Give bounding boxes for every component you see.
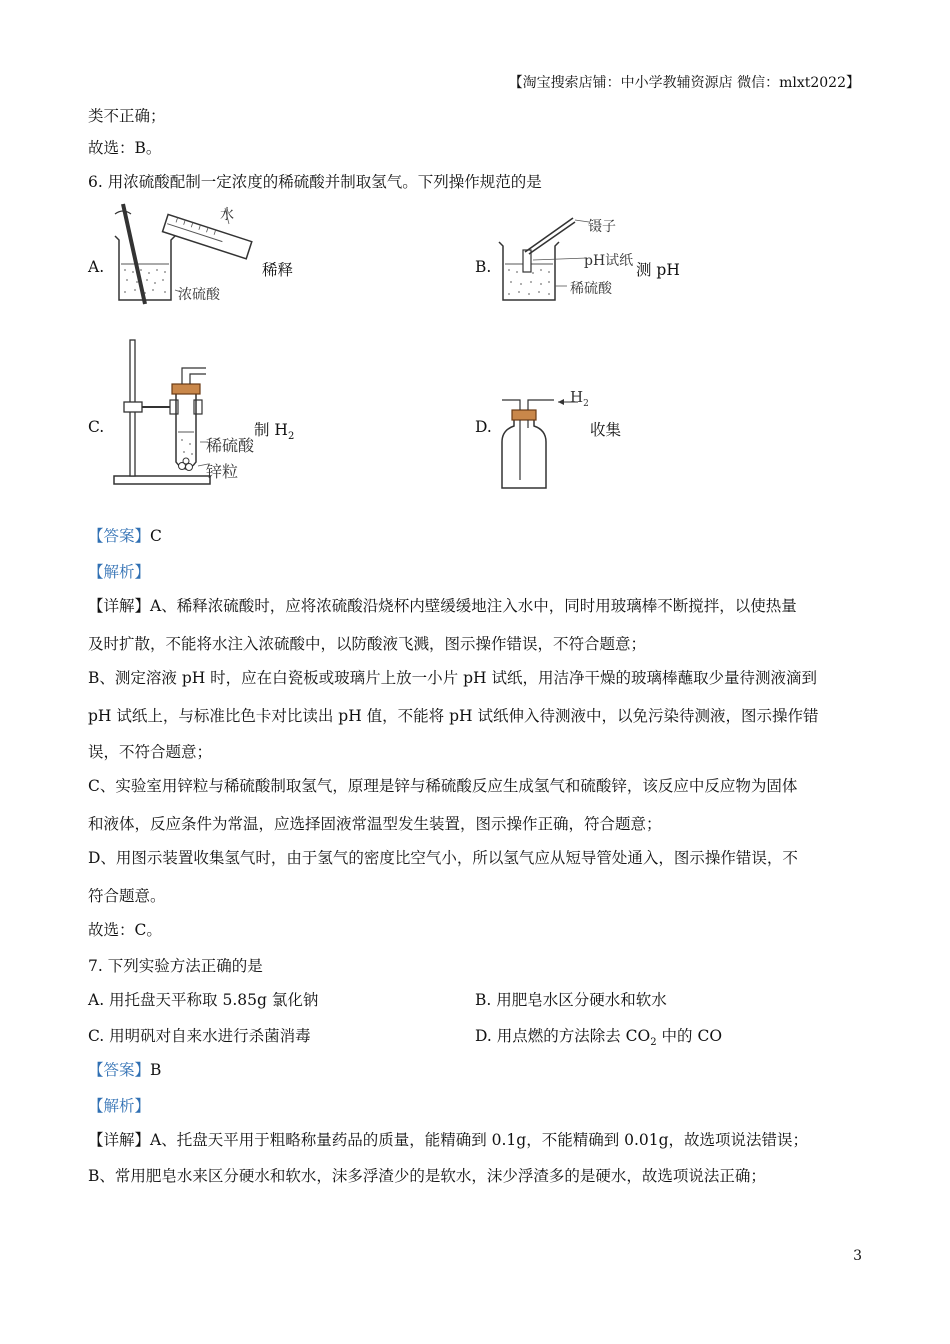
prev-explanation-tail: 类不正确；: [88, 107, 166, 125]
q7-answer-value: B: [150, 1061, 162, 1079]
q6-detail-line: pH 试纸上，与标准比色卡对比读出 pH 值，不能将 pH 试纸伸入待测液中，以免污染待测液，图示操作错: [88, 707, 819, 725]
q6-d-caption: 收集: [590, 421, 622, 439]
q6-d-label-h2-main: H: [570, 388, 584, 406]
q6-b-label-ph-paper: pH试纸: [584, 253, 634, 269]
q6-option-c-letter: C.: [88, 418, 105, 436]
q7-option-c: C. 用明矾对自来水进行杀菌消毒: [88, 1027, 311, 1045]
q6-option-d-letter: D.: [475, 418, 492, 436]
q6-c-label-zinc: 锌粒: [206, 462, 239, 481]
q6-c-caption-sub: 2: [287, 431, 295, 443]
q7-detail-line: 【详解】A、托盘天平用于粗略称量药品的质量，能精确到 0.1g，不能精确到 0.01g，故选项说法错误；: [88, 1131, 809, 1149]
q6-a-caption: 稀释: [262, 261, 294, 279]
q6-analysis-tag: 【解析】: [88, 563, 151, 581]
q7-option-b: B. 用肥皂水区分硬水和软水: [475, 991, 667, 1009]
q6-a-label-conc-acid: 浓硫酸: [178, 287, 220, 303]
q7-stem: 7. 下列实验方法正确的是: [88, 957, 263, 975]
q6-detail-line: D、用图示装置收集氢气时，由于氢气的密度比空气小，所以氢气应从短导管处通入，图示操作错误，不: [88, 849, 798, 867]
page-header: 【淘宝搜索店铺：中小学教辅资源店 微信：mlxt2022】: [508, 75, 860, 91]
page-number: 3: [853, 1248, 862, 1264]
q6-stem: 6. 用浓硫酸配制一定浓度的稀硫酸并制取氢气。下列操作规范的是: [88, 173, 542, 191]
q6-final-answer: 故选：C。: [88, 921, 162, 939]
q7-option-d-post: 中的 CO: [656, 1027, 723, 1045]
q6-option-b-letter: B.: [475, 258, 492, 276]
q6-b-label-tweezers: 镊子: [588, 219, 616, 235]
q6-b-caption: 测 pH: [636, 261, 680, 279]
q6-answer-tag: 【答案】: [88, 527, 151, 545]
q6-detail-line: 和液体，反应条件为常温，应选择固液常温型发生装置，图示操作正确，符合题意；: [88, 815, 662, 833]
q6-a-label-water: 水: [220, 207, 234, 223]
q6-detail-line: 及时扩散，不能将水注入浓硫酸中，以防酸液飞溅，图示操作错误，不符合题意；: [88, 635, 647, 653]
q7-option-d: [475, 1026, 722, 1053]
q6-answer-value: C: [150, 527, 162, 545]
q6-detail-line: B、测定溶液 pH 时，应在白瓷板或玻璃片上放一小片 pH 试纸，用洁净干燥的玻璃棒蘸取少量待测液滴到: [88, 669, 817, 687]
q6-detail-line: 误，不符合题意；: [88, 743, 213, 761]
q6-b-label-dilute-acid: 稀硫酸: [570, 281, 612, 297]
q6-option-a-letter: A.: [88, 258, 105, 276]
q6-detail-line: C、实验室用锌粒与稀硫酸制取氢气，原理是锌与稀硫酸反应生成氢气和硫酸锌，该反应中反应物为固体: [88, 777, 798, 795]
q7-analysis-tag: 【解析】: [88, 1097, 151, 1115]
q7-answer: [88, 1060, 161, 1080]
q6-c-caption-main: 制 H: [254, 421, 288, 439]
q7-option-d-pre: D. 用点燃的方法除去 CO: [475, 1027, 651, 1045]
q6-c-caption: [254, 418, 294, 442]
q7-answer-tag: 【答案】: [88, 1061, 151, 1079]
q7-option-a: A. 用托盘天平称取 5.85g 氯化钠: [88, 991, 319, 1009]
q7-detail-line: B、常用肥皂水来区分硬水和软水，沫多浮渣少的是软水，沫少浮渣多的是硬水，故选项说法正确；: [88, 1167, 766, 1185]
q6-answer: [88, 526, 162, 546]
q6-detail-line: 符合题意。: [88, 887, 166, 905]
q6-c-label-dilute-acid: 稀硫酸: [206, 436, 255, 455]
q6-d-label-h2-sub: 2: [583, 399, 589, 409]
q6-d-label-h2: [570, 388, 589, 409]
q7-option-d-sub: 2: [650, 1037, 657, 1049]
prev-final-answer: 故选：B。: [88, 139, 162, 157]
q6-detail-line: 【详解】A、稀释浓硫酸时，应将浓硫酸沿烧杯内壁缓缓地注入水中，同时用玻璃棒不断搅拌，以使热量: [88, 597, 797, 615]
